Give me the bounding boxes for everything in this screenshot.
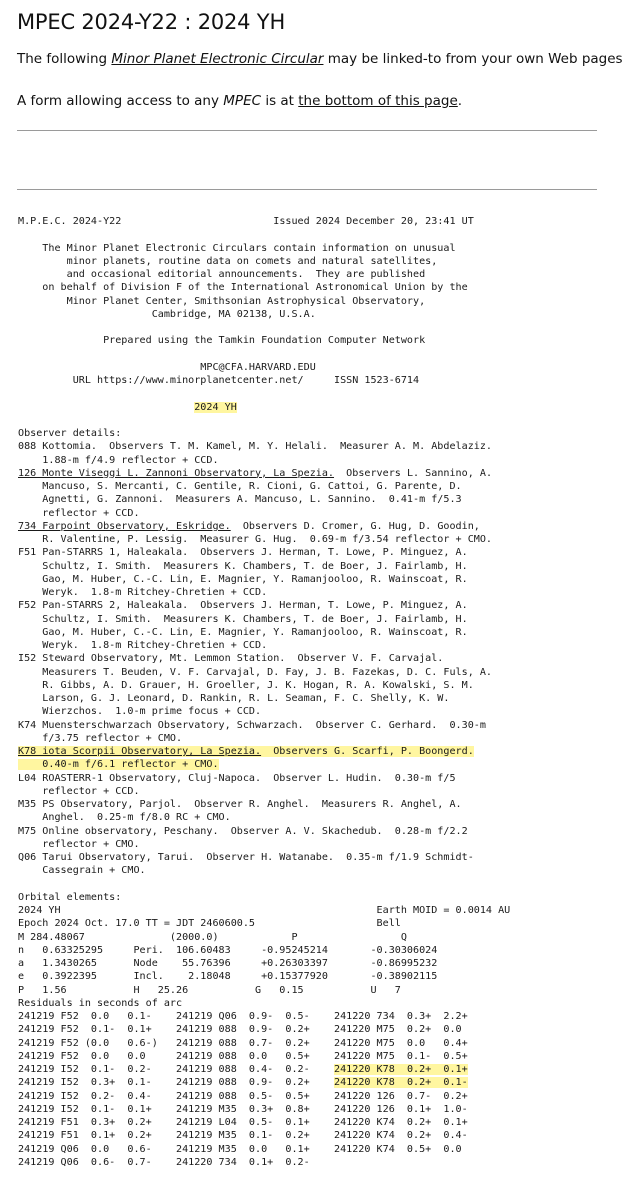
observatory-126-link[interactable]: 126 Monte Viseggi L. Zannoni Observatory, La Spezia. xyxy=(18,467,335,479)
form-access-paragraph xyxy=(17,93,462,109)
mpec-emphasis: MPEC xyxy=(223,93,262,109)
observer-list-2: L04 ROASTERR-1 Observatory, Cluj-Napoca. Observer L. Hudin. 0.30-m f/5 reflector + CCD. M35 PS Observatory, Parjol. Observer R. Anghel. Measurers R. Anghel, A. Anghel. 0.25-m f/8.0 RC + CMO. M75 Online observatory, Peschany. Observer A. V. Skachedub. 0.28-m f/2.2 reflector + CMO. Q06 Tarui Observatory, Tarui. Observer H. Watanabe. 0.35-m f/1.9 Schmidt- Cassegrain + CMO. xyxy=(18,772,474,877)
observer-k78: Observers G. Scarfi, P. Boongerd. xyxy=(261,746,474,757)
preamble: The Minor Planet Electronic Circulars contain information on unusual minor planets, routine data on comets and natural satellites, and occasional editorial announcements. They are published on behalf of Division F of the International Astronomical Union by the Minor Planet Center, Smithsonian Astrophysical Observatory, Cambridge, MA 02138, U.S.A. Prepared using the Tamkin Foundation Computer Network MPC@CFA.HARVARD.EDU URL https://www.minorplanetcenter.net/ ISSN 1523-6714 xyxy=(42,242,468,386)
residual-k78-2: 241220 K78 0.2+ 0.1- xyxy=(334,1077,468,1089)
intro-text-after: may be linked-to from your own Web pages xyxy=(323,51,623,67)
residuals-rows-2: 241219 I52 0.2- 0.4- 241219 088 0.5- 0.5+ 241220 126 0.7- 0.2+ 241219 I52 0.1- 0.1+ 241219 M35 0.3+ 0.8+ 241220 126 0.1+ 1.0- 241219 F51 0.3+ 0.2+ 241219 L04 0.5- 0.1+ 241220 K74 0.2+ 0.1+ 241219 F51 0.1+ 0.2+ 241219 M35 0.1- 0.2+ 241220 K74 0.2+ 0.4- 241219 Q06 0.0 0.6- 241219 M35 0.0 0.1+ 241220 K74 0.5+ 0.0 241219 Q06 0.6- 0.7- 241220 734 0.1+ 0.2- xyxy=(18,1090,468,1168)
residual-k78-1: 241220 K78 0.2+ 0.1+ xyxy=(334,1064,468,1075)
bottom-of-page-link[interactable]: the bottom of this page xyxy=(298,93,458,109)
observer-heading: Observer details: xyxy=(18,428,122,439)
form-text-after: . xyxy=(457,93,463,109)
page-title: MPEC 2024-Y22 : 2024 YH xyxy=(17,10,286,34)
residuals-heading: Residuals in seconds of arc xyxy=(18,997,183,1009)
divider-top xyxy=(17,130,597,131)
observer-list: Observers D. Cromer, G. Hug, D. Goodin, R. Valentine, P. Lessig. Measurer G. Hug. 0.69-m f/3.54 reflector + CMO. F51 Pan-STARRS 1, Haleakala. Observers J. Herman, T. Lowe, P. Minguez, A. Schultz, I. Smith. Measurers K. Chambers, T. de Boer, J. Fairlamb, H. Gao, M. Huber, C.-C. Lin, E. Magnier, Y. Ramanjooloo, R. Wainscoat, R. Weryk. 1.8-m Ritchey-Chretien + CCD. F52 Pan-STARRS 2, Haleakala. Observers J. Herman, T. Lowe, P. Minguez, A. Schultz, I. Smith. Measurers K. Chambers, T. de Boer, J. Fairlamb, H. Gao, M. Huber, C.-C. Lin, E. Magnier, Y. Ramanjooloo, R. Wainscoat, R. Weryk. 1.8-m Ritchey-Chretien + CCD. I52 Steward Observatory, Mt. Lemmon Station. Observer V. F. Carvajal. Measurers T. Beuden, V. F. Carvajal, D. Fay, J. B. Fazekas, D. C. Fuls, A. R. Gibbs, A. D. Grauer, H. Groeller, J. K. Hogan, R. A. Kowalski, S. M. Larson, G. J. Leonard, D. Rankin, R. L. Seaman, F. C. Shelly, K. W. Wierzchos. 1.0-m prime focus + CCD. K74 Muensterschwarzach Observatory, Schwarzach. Observer C. Gerhard. 0.30-m f/3.75 reflector + CMO. xyxy=(18,520,493,744)
circular-number: M.P.E.C. 2024-Y22 xyxy=(18,216,122,227)
circular-body: M.P.E.C. 2024-Y22 Issued 2024 December 20, 23:41 UT The Minor Planet Electronic Circulars contain information on unusual minor planets, routine data on comets and natural satellites, and occasional editorial announcements. They are published on behalf of Division F of the International Astronomical Union by the Minor Planet Center, Smithsonian Astrophysical Observatory, Cambridge, MA 02138, U.S.A. Prepared using the Tamkin Foundation Computer Network MPC@CFA.HARVARD.EDU URL https://www.minorplanetcenter.net/ ISSN 1523-6714 2024 YH Observer details: 088 Kottomia. Observers T. M. Kamel, M. Y. Helali. Measurer A. M. Abdelaziz. 1.88-m f/4.9 reflector + CCD. 126 Monte Viseggi L. Zannoni Observatory, La Spezia. Observers L. Sannino, A. Mancuso, S. Mercanti, C. Gentile, R. Cioni, G. Cattoi, G. Parente, D. Agnetti, G. Zannoni. Measurers A. Mancuso, L. Sannino. 0.41-m f/5.3 reflector + CCD. 734 Farpoint Observatory, Eskridge. Observers D. Cromer, G. Hug, D. Goodin, R. Valentine, P. Lessig. Measurer G. Hug. 0.69-m f/3.54 reflector + CMO. F51 Pan-STARRS 1, Haleakala. Observers J. Herman, T. Lowe, P. Minguez, A. Schultz, I. Smith. Measurers K. Chambers, T. de Boer, J. Fairlamb, H. Gao, M. Huber, C.-C. Lin, E. Magnier, Y. Ramanjooloo, R. Wainscoat, R. Weryk. 1.8-m Ritchey-Chretien + CCD. F52 Pan-STARRS 2, Haleakala. Observers J. Herman, T. Lowe, P. Minguez, A. Schultz, I. Smith. Measurers K. Chambers, T. de Boer, J. Fairlamb, H. Gao, M. Huber, C.-C. Lin, E. Magnier, Y. Ramanjooloo, R. Wainscoat, R. Weryk. 1.8-m Ritchey-Chretien + CCD. I52 Steward Observatory, Mt. Lemmon Station. Observer V. F. Carvajal. Measurers T. Beuden, V. F. Carvajal, D. Fay, J. B. Fazekas, D. C. Fuls, A. R. Gibbs, A. D. Grauer, H. Groeller, J. K. Hogan, R. A. Kowalski, S. M. Larson, G. J. Leonard, D. Rankin, R. L. Seaman, F. C. Shelly, K. W. Wierzchos. 1.0-m prime focus + CCD. K74 Muensterschwarzach Observatory, Schwarzach. Observer C. Gerhard. 0.30-m f/3.75 reflector + CMO. K78 iota Scorpii Observatory, La Spezia. Observers G. Scarfi, P. Boongerd. 0.40-m f/6.1 reflector + CMO. L04 ROASTERR-1 Observatory, Cluj-Napoca. Observer L. Hudin. 0.30-m f/5 reflector + CCD. M35 PS Observatory, Parjol. Observer R. Anghel. Measurers R. Anghel, A. Anghel. 0.25-m f/8.0 RC + CMO. M75 Online observatory, Peschany. Observer A. V. Skachedub. 0.28-m f/2.2 reflector + CMO. Q06 Tarui Observatory, Tarui. Observer H. Watanabe. 0.35-m f/1.9 Schmidt- Cassegrain + CMO. Orbital elements: 2024 YH Earth MOID = 0.0014 AU Epoch 2024 Oct. 17.0 TT = JDT 2460600.5 Bell M 284.48067 (2000.0) P Q n 0.63325295 Peri. 106.60483 -0.95245214 -0.30306024 a 1.3430265 Node 55.76396 +0.26303397 -0.86995232 e 0.3922395 Incl. 2.18048 +0.15377920 -0.38902115 P 1.56 H 25.26 G 0.15 U 7 Residuals in seconds of arc 241219 F52 0.0 0.1- 241219 Q06 0.9- 0.5- 241220 734 0.3+ 2.2+ 241219 F52 0.1- 0.1+ 241219 088 0.9- 0.2+ 241220 M75 0.2+ 0.0 241219 F52 (0.0 0.6-) 241219 088 0.7- 0.2+ 241220 M75 0.0 0.4+ 241219 F52 0.0 0.0 241219 088 0.0 0.5+ 241220 M75 0.1- 0.5+ 241219 I52 0.1- 0.2- 241219 088 0.4- 0.2- 241220 K78 0.2+ 0.1+ 241219 I52 0.3+ 0.1- 241219 088 0.9- 0.2+ 241220 K78 0.2+ 0.1- 241219 I52 0.2- 0.4- 241219 088 0.5- 0.5+ 241220 126 0.7- 0.2+ 241219 I52 0.1- 0.1+ 241219 M35 0.3+ 0.8+ 241220 126 0.1+ 1.0- 241219 F51 0.3+ 0.2+ 241219 L04 0.5- 0.1+ 241220 K74 0.2+ 0.1+ 241219 F51 0.1+ 0.2+ 241219 M35 0.1- 0.2+ 241220 K74 0.2+ 0.4- 241219 Q06 0.0 0.6- 241219 M35 0.0 0.1+ 241220 K74 0.5+ 0.0 241219 Q06 0.6- 0.7- 241220 734 0.1+ 0.2- xyxy=(18,216,511,1168)
divider-bottom xyxy=(17,189,597,190)
intro-paragraph xyxy=(17,51,623,67)
observer-k78-highlight xyxy=(18,746,474,757)
form-text-before: A form allowing access to any xyxy=(17,93,224,109)
mpec-link[interactable]: Minor Planet Electronic Circular xyxy=(111,51,324,67)
form-text-mid: is at xyxy=(261,93,299,109)
observatory-k78-link[interactable]: K78 iota Scorpii Observatory, La Spezia. xyxy=(18,746,262,757)
intro-text-before: The following xyxy=(17,51,112,67)
observer-k78-instrument: 0.40-m f/6.1 reflector + CMO. xyxy=(18,759,219,771)
residuals-rows-1: 241219 F52 0.0 0.1- 241219 Q06 0.9- 0.5- 241220 734 0.3+ 2.2+ 241219 F52 0.1- 0.1+ 241219 088 0.9- 0.2+ 241220 M75 0.2+ 0.0 241219 F52 (0.0 0.6-) 241219 088 0.7- 0.2+ 241220 M75 0.0 0.4+ 241219 F52 0.0 0.0 241219 088 0.0 0.5+ 241220 M75 0.1- 0.5+ xyxy=(18,1011,468,1062)
object-designation: 2024 YH xyxy=(194,401,237,413)
orbital-elements: 2024 YH Earth MOID = 0.0014 AU Epoch 2024 Oct. 17.0 TT = JDT 2460600.5 Bell M 284.48067 (2000.0) P Q n 0.63325295 Peri. 106.60483 -0.95245214 -0.30306024 a 1.3430265 Node 55.76396 +0.26303397 -0.86995232 e 0.3922395 Incl. 2.18048 +0.15377920 -0.38902115 P 1.56 H 25.26 G 0.15 U 7 xyxy=(18,905,511,996)
observer-126: Observers L. Sannino, A. Mancuso, S. Mercanti, C. Gentile, R. Cioni, G. Cattoi, G. Parente, D. Agnetti, G. Zannoni. Measurers A. Mancuso, L. Sannino. 0.41-m f/5.3 reflector + CCD. xyxy=(42,467,493,519)
observer-088: 088 Kottomia. Observers T. M. Kamel, M. Y. Helali. Measurer A. M. Abdelaziz. 1.88-m f/4.9 reflector + CCD. xyxy=(18,441,493,466)
issue-date: Issued 2024 December 20, 23:41 UT xyxy=(273,216,474,227)
orbit-heading: Orbital elements: xyxy=(18,891,122,903)
observatory-734-link[interactable]: 734 Farpoint Observatory, Eskridge. xyxy=(18,520,231,532)
